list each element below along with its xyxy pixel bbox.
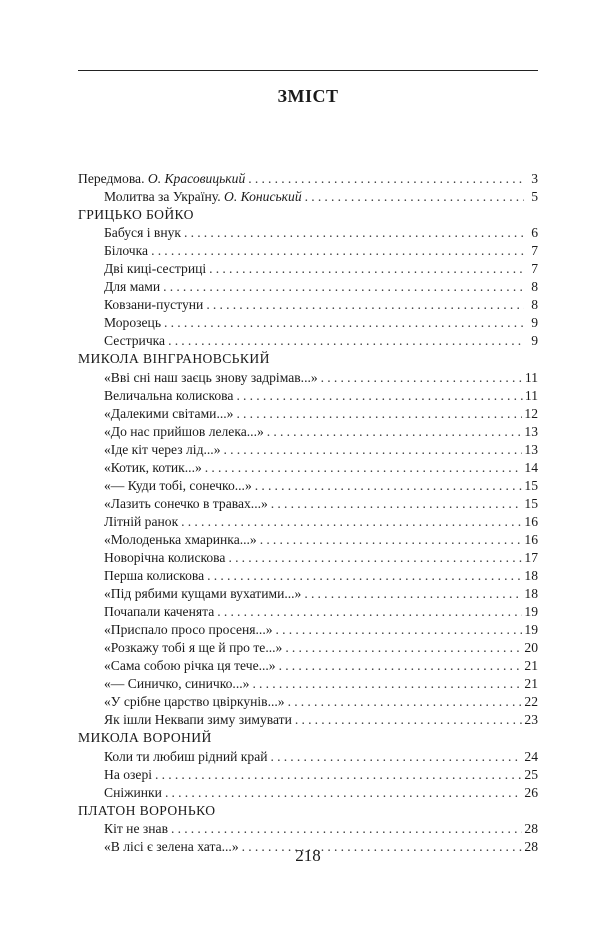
dot-leader [276, 621, 523, 639]
entry-page-number: 7 [531, 243, 538, 259]
entry-page-number: 11 [524, 387, 538, 403]
entry-title: «Молоденька хмаринка...» [104, 531, 257, 547]
dot-leader [255, 477, 523, 495]
entry-author: О. Кониський [224, 189, 302, 205]
entry-page-number: 21 [524, 676, 538, 692]
entry-title: «Сама собою річка ця тече...» [104, 658, 276, 674]
author-name: ПЛАТОН ВОРОНЬКО [78, 802, 216, 818]
dot-leader [285, 639, 522, 657]
toc-entry [78, 820, 538, 838]
toc-entry [78, 242, 538, 260]
toc-entry [78, 495, 538, 513]
dot-leader [236, 405, 522, 423]
dot-leader [228, 549, 522, 567]
entry-page-number: 24 [524, 748, 538, 764]
entry-title: Перша колискова [104, 568, 205, 584]
toc-entry [78, 296, 538, 314]
toc-entry [78, 711, 538, 729]
entry-title: «— Куди тобі, сонечко...» [104, 477, 252, 493]
entry-title: Морозець [104, 315, 162, 331]
entry-page-number: 15 [524, 477, 538, 493]
entry-title: «В лісі є зелена хата...» [104, 838, 239, 854]
dot-leader [205, 459, 523, 477]
dot-leader [151, 242, 524, 260]
toc-entry [78, 332, 538, 350]
toc-entry [78, 567, 538, 585]
dot-leader [305, 188, 524, 206]
entry-page-number: 25 [524, 766, 538, 782]
dot-leader [184, 224, 524, 242]
dot-leader [248, 170, 524, 188]
toc-entry [78, 693, 538, 711]
entry-title: Сніжинки [104, 784, 162, 800]
entry-title: Величальна колискова [104, 387, 234, 403]
toc-entry [78, 278, 538, 296]
dot-leader [224, 441, 523, 459]
header-rule [78, 70, 538, 71]
entry-title: Новорічна колискова [104, 549, 226, 565]
entry-title: Сестричка [104, 333, 166, 349]
dot-leader [236, 387, 522, 405]
toc-author-heading [78, 802, 538, 820]
entry-title: Бабуся і внук [104, 225, 181, 241]
entry-title: Кіт не знав [104, 820, 168, 836]
dot-leader [209, 260, 524, 278]
entry-page-number: 23 [524, 712, 538, 728]
entry-page-number: 15 [524, 495, 538, 511]
toc-entry [78, 387, 538, 405]
toc-entry [78, 748, 538, 766]
dot-leader [279, 657, 523, 675]
entry-title: Почапали каченята [104, 604, 215, 620]
entry-title: «Приспало просо просеня...» [104, 622, 273, 638]
entry-page-number: 9 [531, 315, 538, 331]
toc-entry [78, 603, 538, 621]
entry-page-number: 18 [524, 586, 538, 602]
entry-title: «Лазить сонечко в травах...» [104, 495, 268, 511]
dot-leader [168, 332, 524, 350]
entry-title: Для мами [104, 279, 161, 295]
entry-title: Як ішли Неквапи зиму зимувати [104, 712, 292, 728]
author-name: МИКОЛА ВОРОНИЙ [78, 730, 212, 746]
dot-leader [288, 693, 523, 711]
entry-page-number: 3 [531, 171, 538, 186]
dot-leader [171, 820, 522, 838]
entry-page-number: 11 [524, 369, 538, 385]
entry-page-number: 19 [524, 604, 538, 620]
author-name: МИКОЛА ВІНГРАНОВСЬКИЙ [78, 351, 270, 367]
entry-page-number: 13 [524, 423, 538, 439]
dot-leader [217, 603, 522, 621]
dot-leader [165, 784, 522, 802]
dot-leader [252, 675, 522, 693]
toc-entry [78, 369, 538, 387]
entry-author: О. Красовицький [147, 171, 246, 186]
entry-title: Коли ти любиш рідний край [104, 748, 268, 764]
toc-entry [78, 188, 538, 206]
entry-title: «Під рябими кущами вухатими...» [104, 586, 302, 602]
entry-page-number: 5 [531, 189, 538, 205]
toc-entry [78, 766, 538, 784]
entry-page-number: 7 [531, 261, 538, 277]
toc-entry [78, 531, 538, 549]
toc-entry [78, 224, 538, 242]
entry-page-number: 9 [531, 333, 538, 349]
entry-page-number: 16 [524, 531, 538, 547]
dot-leader [207, 567, 522, 585]
dot-leader [321, 369, 523, 387]
toc-entry [78, 260, 538, 278]
entry-title: «У срібне царство цвіркунів...» [104, 694, 285, 710]
entry-page-number: 8 [531, 297, 538, 313]
entry-page-number: 22 [524, 694, 538, 710]
entry-title: Дві киці-сестриці [104, 261, 207, 277]
toc-entry [78, 639, 538, 657]
entry-title: «Іде кіт через лід...» [104, 441, 221, 457]
dot-leader [163, 278, 524, 296]
toc-author-heading [78, 729, 538, 747]
toc-entry [78, 621, 538, 639]
dot-leader [260, 531, 523, 549]
entry-title: «Розкажу тобі я ще й про те...» [104, 640, 283, 656]
dot-leader [271, 748, 523, 766]
toc-entry [78, 675, 538, 693]
entry-title: «— Синичко, синичко...» [104, 676, 250, 692]
entry-page-number: 16 [524, 513, 538, 529]
page-number: 218 [295, 846, 321, 865]
entry-page-number: 19 [524, 622, 538, 638]
entry-page-number: 8 [531, 279, 538, 295]
entry-page-number: 6 [531, 225, 538, 241]
toc-entry [78, 314, 538, 332]
toc-entry [78, 549, 538, 567]
toc-entry [78, 477, 538, 495]
dot-leader [295, 711, 523, 729]
toc-entry [78, 170, 538, 188]
toc-entry [78, 405, 538, 423]
dot-leader [304, 585, 522, 603]
toc-entry [78, 657, 538, 675]
dot-leader [206, 296, 524, 314]
dot-leader [181, 513, 522, 531]
entry-page-number: 14 [524, 459, 538, 475]
table-of-contents [78, 170, 538, 856]
entry-title: Літній ранок [104, 513, 179, 529]
entry-page-number: 13 [524, 441, 538, 457]
entry-page-number: 26 [524, 784, 538, 800]
entry-page-number: 17 [524, 549, 538, 565]
entry-title: Ковзани-пустуни [104, 297, 204, 313]
toc-author-heading [78, 350, 538, 368]
entry-page-number: 20 [524, 640, 538, 656]
entry-page-number: 28 [524, 820, 538, 836]
entry-page-number: 18 [524, 568, 538, 584]
toc-entry [78, 441, 538, 459]
author-name: ГРИЦЬКО БОЙКО [78, 207, 194, 223]
entry-title: На озері [104, 766, 153, 782]
entry-title: Молитва за Україну. О. Кониський [104, 189, 302, 205]
dot-leader [271, 495, 523, 513]
entry-page-number: 28 [524, 838, 538, 854]
page-title: ЗМІСТ [277, 86, 339, 106]
entry-title: «Далекими світами...» [104, 405, 234, 421]
entry-title: «До нас прийшов лелека...» [104, 423, 264, 439]
dot-leader [155, 766, 522, 784]
entry-title: «Котик, котик...» [104, 459, 202, 475]
toc-entry [78, 459, 538, 477]
dot-leader [267, 423, 523, 441]
toc-entry [78, 585, 538, 603]
entry-title: «Вві сні наш заєць знову задрімав...» [104, 369, 318, 385]
toc-author-heading [78, 206, 538, 224]
toc-entry [78, 423, 538, 441]
entry-title: Білочка [104, 243, 149, 259]
toc-entry [78, 784, 538, 802]
toc-entry [78, 513, 538, 531]
entry-title: Передмова. О. Красовицький [78, 171, 246, 186]
dot-leader [164, 314, 524, 332]
entry-page-number: 12 [524, 405, 538, 421]
entry-page-number: 21 [524, 658, 538, 674]
